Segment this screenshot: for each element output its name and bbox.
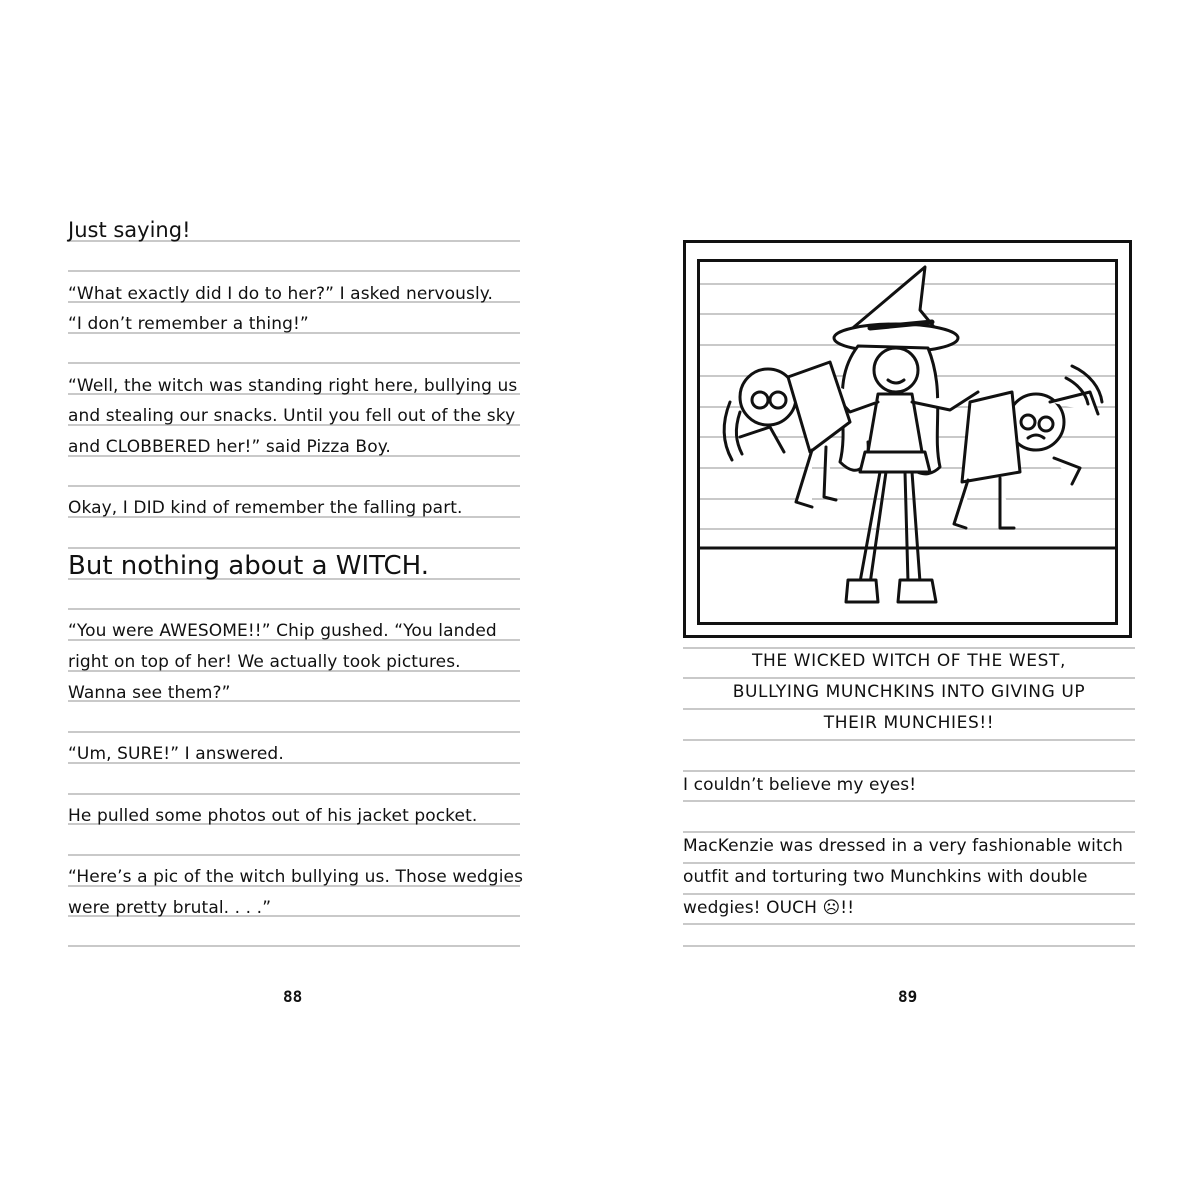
illustration-panel [697,259,1118,625]
diary-line: outfit and torturing two Munchkins with double [683,867,1088,887]
ruled-line [683,862,1135,864]
illustration-caption: THE WICKED WITCH OF THE WEST, [751,651,1067,671]
ruled-line [683,677,1135,679]
ruled-line [683,893,1135,895]
ruled-line [683,739,1135,741]
diary-line: were pretty brutal. . . .” [68,898,272,918]
diary-line: Wanna see them?” [68,683,231,703]
diary-line: “What exactly did I do to her?” I asked nervously. [68,284,494,304]
illustration-caption: THEIR MUNCHIES!! [823,713,995,733]
ruled-line [683,945,1135,947]
ruled-line [683,831,1135,833]
diary-line: and stealing our snacks. Until you fell out of the sky [68,406,516,426]
diary-line: “Here’s a pic of the witch bullying us. Those wedgies [68,867,524,887]
illustration-caption: BULLYING MUNCHKINS INTO GIVING UP [732,682,1086,702]
diary-line: “I don’t remember a thing!” [68,314,309,334]
page-number-right: 89 [898,987,918,1006]
diary-line: “You were AWESOME!!” Chip gushed. “You landed [68,621,497,641]
ruled-line [68,945,520,947]
page-number-left: 88 [283,987,303,1006]
ruled-line [68,854,520,856]
diary-line: right on top of her! We actually took pictures. [68,652,461,672]
ruled-line [683,708,1135,710]
ruled-line [68,270,520,272]
diary-line: “Um, SURE!” I answered. [68,744,284,764]
diary-line: MacKenzie was dressed in a very fashionable witch [683,836,1124,856]
ruled-line [68,793,520,795]
ruled-line [68,547,520,549]
diary-line: Okay, I DID kind of remember the falling part. [68,498,463,518]
diary-line: He pulled some photos out of his jacket pocket. [68,806,478,826]
diary-line: wedgies! OUCH ☹!! [683,898,855,918]
diary-line: “Well, the witch was standing right here, bullying us [68,376,518,396]
diary-line: Just saying! [68,218,191,242]
diary-line: and CLOBBERED her!” said Pizza Boy. [68,437,391,457]
ruled-line [683,800,1135,802]
ruled-line [683,647,1135,649]
ruled-line [68,485,520,487]
ruled-line [683,770,1135,772]
ruled-line [68,608,520,610]
ruled-line [68,731,520,733]
illustration-frame [683,240,1132,638]
ruled-line [68,362,520,364]
diary-line-emphasis: But nothing about a WITCH. [68,551,430,581]
witch-bullying-munchkins-icon [700,262,1115,622]
diary-line: I couldn’t believe my eyes! [683,775,917,795]
ruled-line [683,923,1135,925]
